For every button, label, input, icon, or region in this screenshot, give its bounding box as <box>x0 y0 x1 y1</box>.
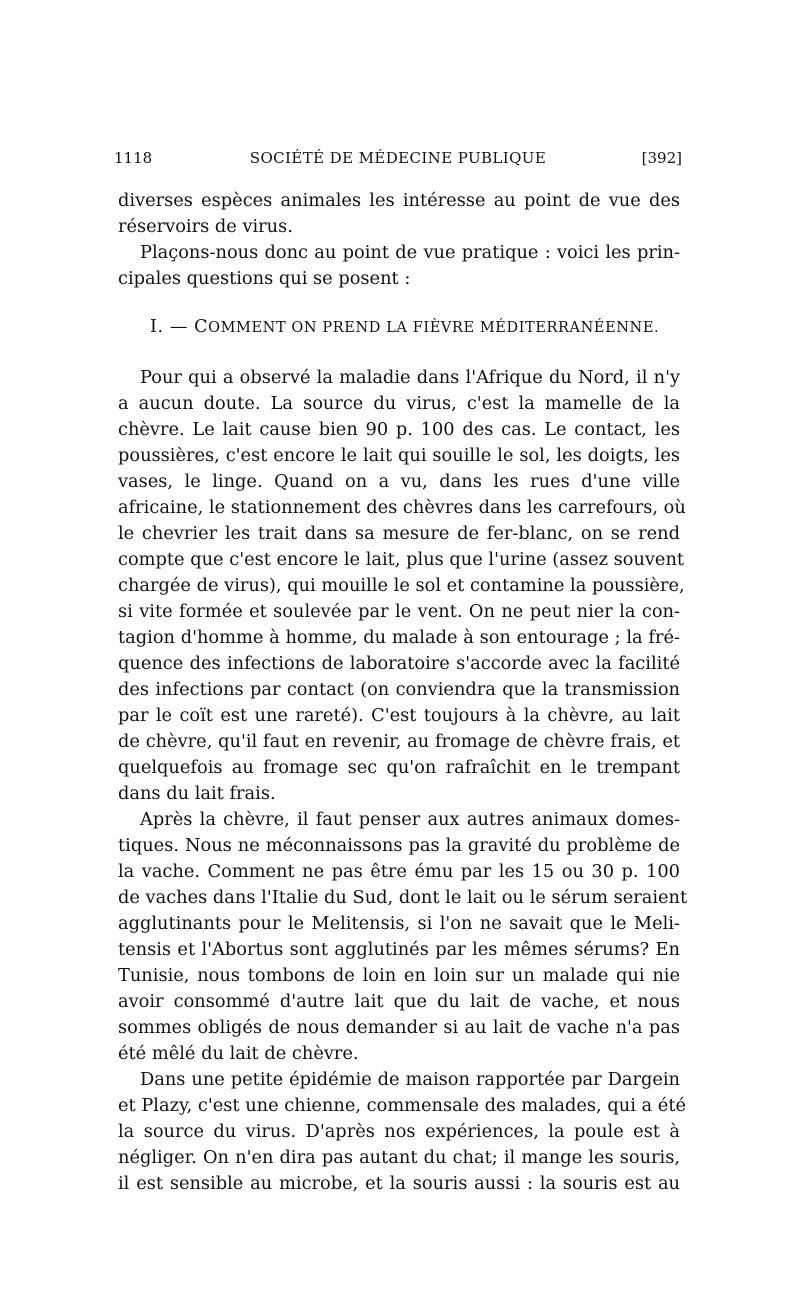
text-line: la source du virus. D'après nos expériences, la poule est à <box>118 1121 680 1142</box>
text-line: sommes obligés de nous demander si au lait de vache n'a pas <box>118 1017 680 1038</box>
text-line: tagion d'homme à homme, du malade à son entourage ; la fré- <box>118 627 680 648</box>
text-line: compte que c'est encore le lait, plus que l'urine (assez souvent <box>118 549 685 570</box>
text-line: chargée de virus), qui mouille le sol et contamine la poussière, <box>118 575 685 596</box>
text-line: agglutinants pour le Melitensis, si l'on ne savait que le Meli- <box>118 913 680 934</box>
text-line: poussières, c'est encore le lait qui souille le sol, les doigts, les <box>118 445 680 466</box>
text-line: Pour qui a observé la maladie dans l'Afrique du Nord, il n'y <box>140 367 680 388</box>
text-line: tiques. Nous ne méconnaissons pas la gravité du problème de <box>118 835 680 856</box>
page-reference: [392] <box>641 149 682 167</box>
text-line: Après la chèvre, il faut penser aux autres animaux domes- <box>140 809 680 830</box>
text-line: Plaçons-nous donc au point de vue pratique : voici les prin- <box>140 242 680 263</box>
running-header <box>114 149 682 173</box>
section-heading <box>150 317 680 341</box>
text-line: a aucun doute. La source du virus, c'est la mamelle de la <box>118 393 680 414</box>
text-line: été mêlé du lait de chèvre. <box>118 1043 359 1064</box>
text-line: de vaches dans l'Italie du Sud, dont le lait ou le sérum seraient <box>118 887 688 908</box>
page-number: 1118 <box>114 149 153 167</box>
text-line: dans du lait frais. <box>118 783 276 804</box>
text-line: par le coït est une rareté). C'est toujours à la chèvre, au lait <box>118 705 680 726</box>
text-line: le chevrier les trait dans sa mesure de fer-blanc, on se rend <box>118 523 680 544</box>
text-line: si vite formée et soulevée par le vent. On ne peut nier la con- <box>118 601 680 622</box>
text-line: chèvre. Le lait cause bien 90 p. 100 des cas. Le contact, les <box>118 419 680 440</box>
text-line: avoir consommé d'autre lait que du lait de vache, et nous <box>118 991 680 1012</box>
text-line: africaine, le stationnement des chèvres dans les carrefours, où <box>118 497 686 518</box>
text-line: Dans une petite épidémie de maison rapportée par Dargein <box>140 1069 680 1090</box>
text-line: quelquefois au fromage sec qu'on rafraîchit en le trempant <box>118 757 680 778</box>
text-line: réservoirs de virus. <box>118 216 293 237</box>
text-line: la vache. Comment ne pas être ému par les 15 ou 30 p. 100 <box>118 861 680 882</box>
text-line: quence des infections de laboratoire s'accorde avec la facilité <box>118 653 680 674</box>
text-line: Tunisie, nous tombons de loin en loin sur un malade qui nie <box>118 965 680 986</box>
running-title: SOCIÉTÉ DE MÉDECINE PUBLIQUE <box>249 149 547 167</box>
text-line: tensis et l'Abortus sont agglutinés par les mêmes sérums? En <box>118 939 680 960</box>
section-heading-text: OMMENT ON PREND LA FIÈVRE MÉDITERRANÉENNE. <box>208 320 660 336</box>
text-line: négliger. On n'en dira pas autant du chat; il mange les souris, <box>118 1147 680 1168</box>
text-line: vases, le linge. Quand on a vu, dans les rues d'une ville <box>118 471 680 492</box>
text-line: de chèvre, qu'il faut en revenir, au fromage de chèvre frais, et <box>118 731 680 752</box>
text-line: et Plazy, c'est une chienne, commensale des malades, qui a été <box>118 1095 686 1116</box>
text-line: il est sensible au microbe, et la souris aussi : la souris est au <box>118 1173 680 1194</box>
text-line: diverses espèces animales les intéresse au point de vue des <box>118 190 680 211</box>
section-heading-prefix: I. — C <box>150 317 209 337</box>
text-line: cipales questions qui se posent : <box>118 268 411 289</box>
text-line: des infections par contact (on conviendra que la transmission <box>118 679 680 700</box>
